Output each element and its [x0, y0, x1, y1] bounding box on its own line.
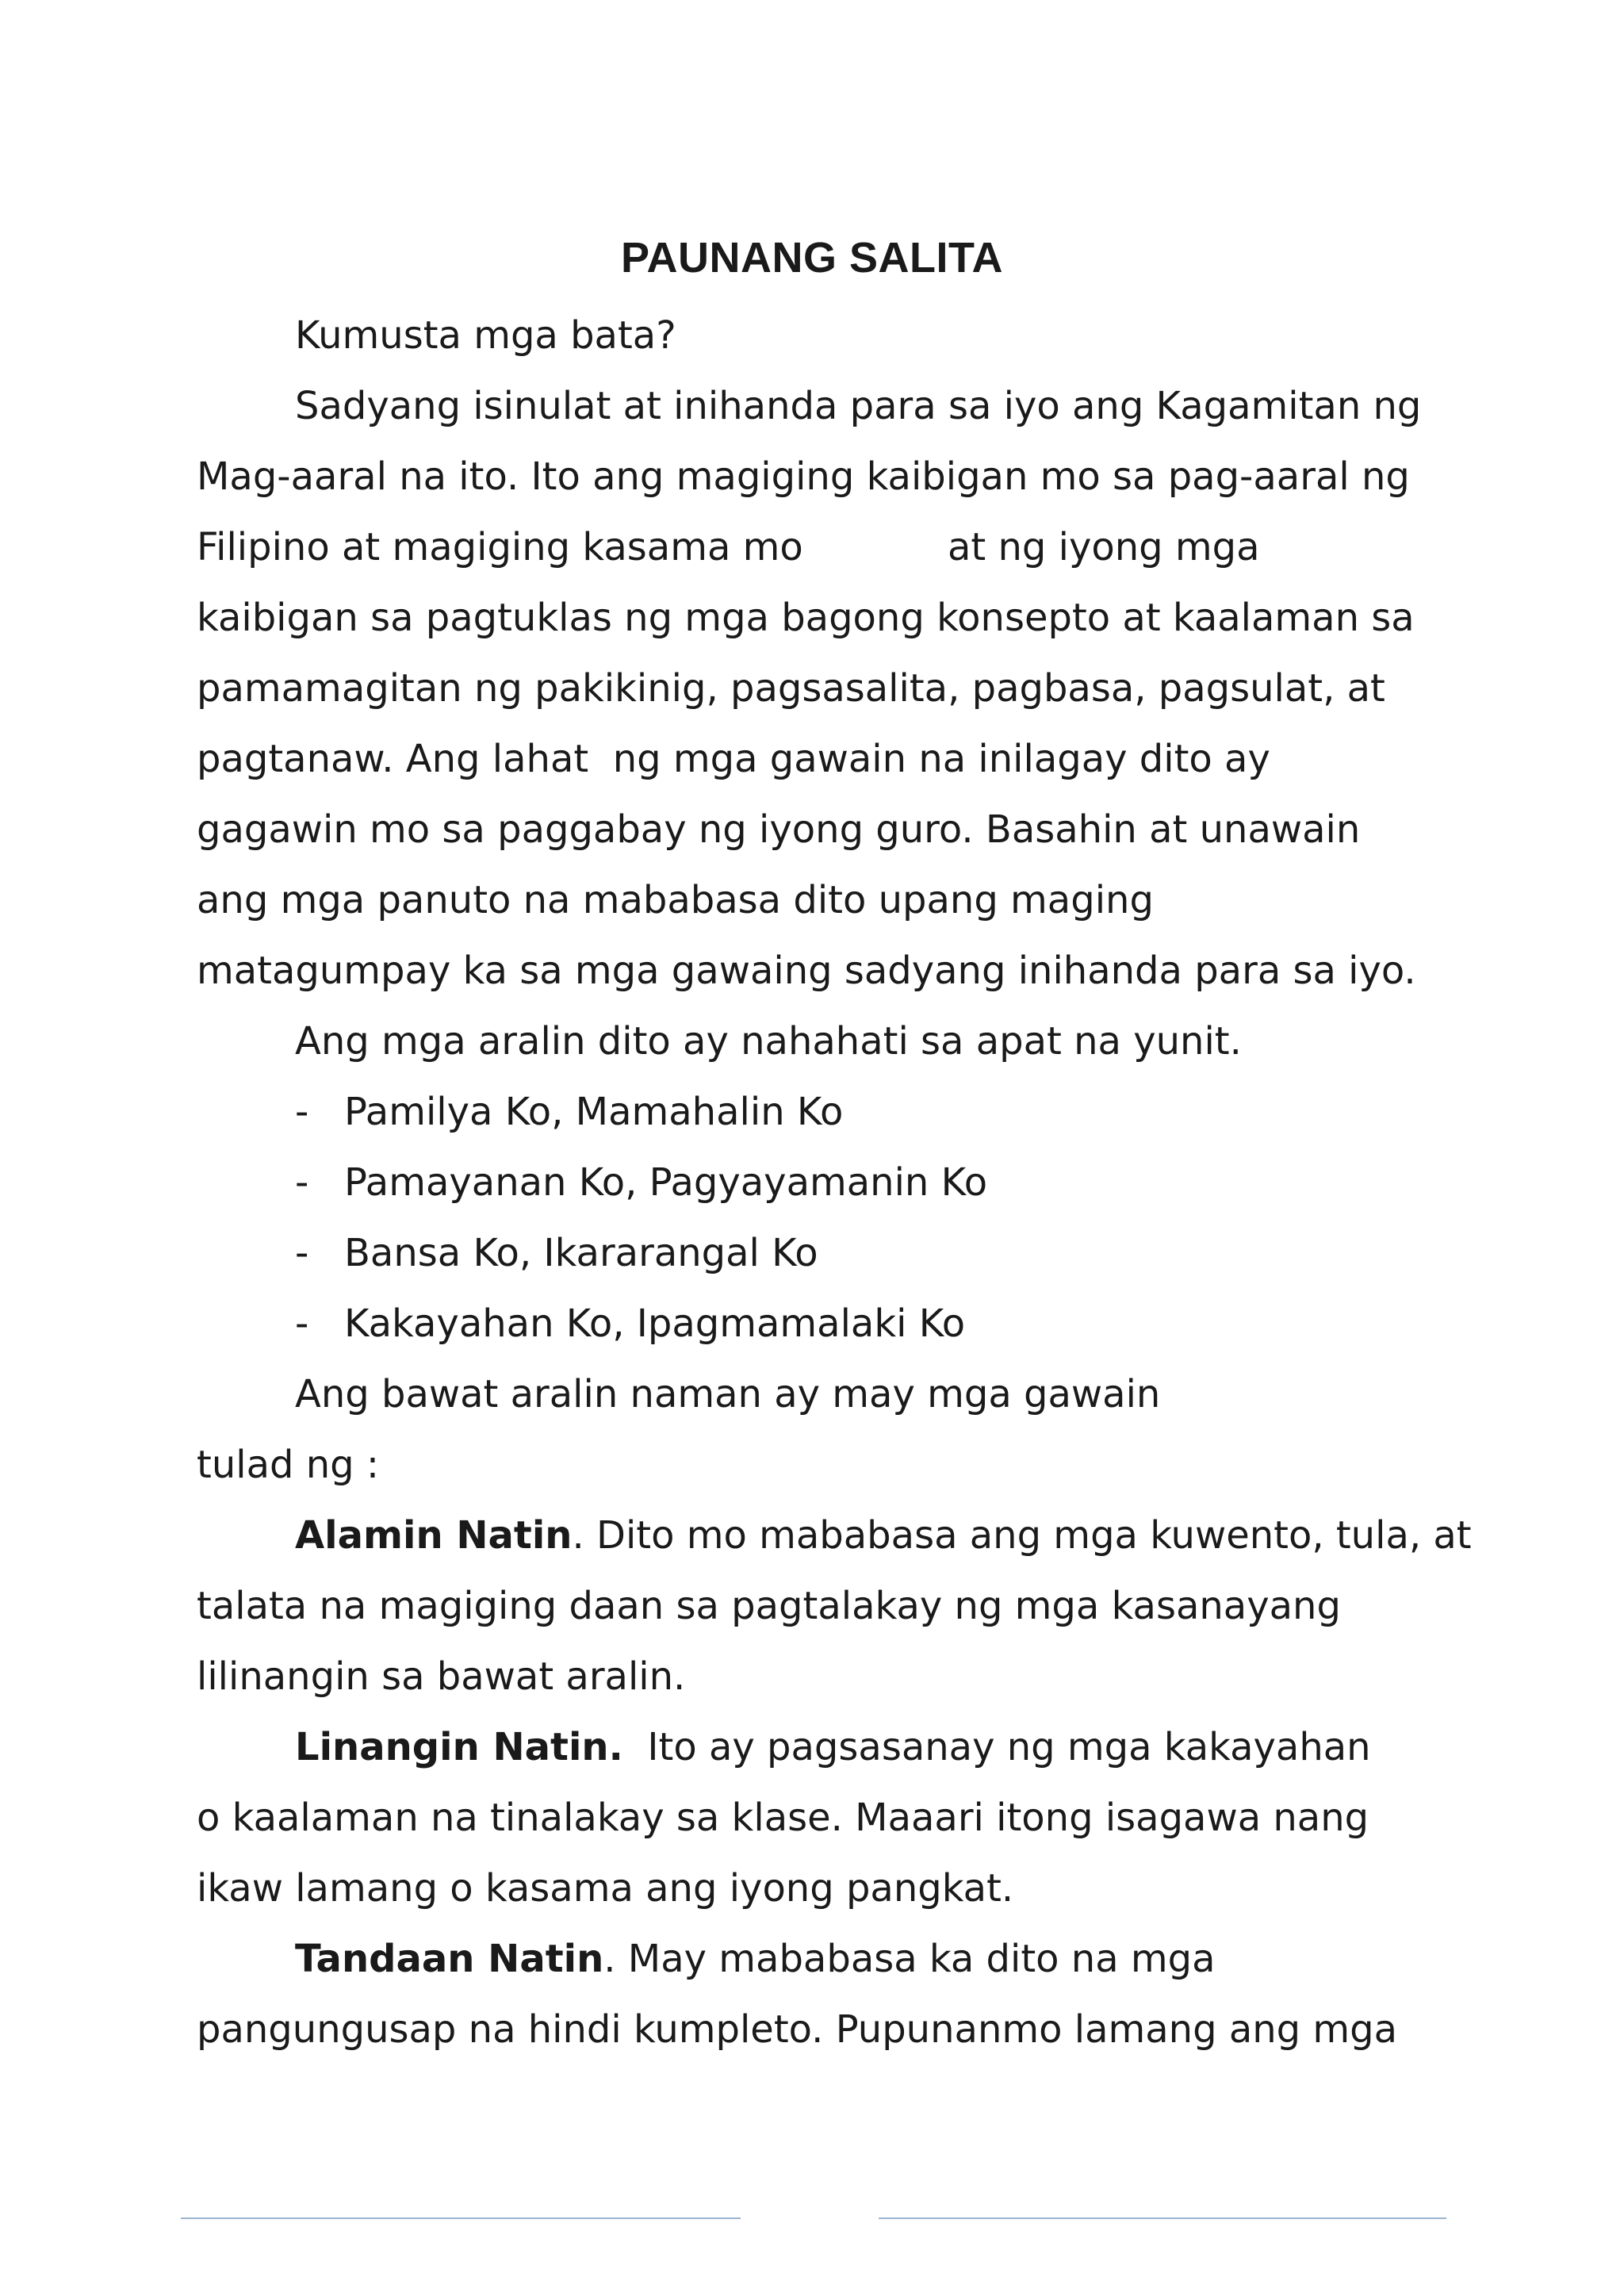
section-term: Tandaan Natin: [295, 1937, 604, 1981]
section-tandaan: [295, 1935, 1216, 1983]
section-text: . Dito mo mababasa ang mga kuwento, tula, at: [572, 1513, 1472, 1558]
body-line: ang mga panuto na mababasa dito upang maging: [197, 878, 1154, 922]
body-line: gagawin mo sa paggabay ng iyong guro. Basahin at unawain: [197, 807, 1361, 852]
section-linangin: [295, 1723, 1371, 1771]
body-line: Filipino at magiging kasama mo: [197, 525, 803, 569]
section-text: . May mababasa ka dito na mga: [603, 1937, 1216, 1981]
body-line: Mag-aaral na ito. Ito ang magiging kaibigan mo sa pag-aaral ng: [197, 454, 1410, 499]
unit-dash: -: [295, 1090, 309, 1134]
body-line: talata na magiging daan sa pagtalakay ng mga kasanayang: [197, 1584, 1341, 1628]
body-line: kaibigan sa pagtuklas ng mga bagong konsepto at kaalaman sa: [197, 596, 1415, 640]
body-line: lilinangin sa bawat aralin.: [197, 1654, 686, 1699]
unit-item: Bansa Ko, Ikararangal Ko: [344, 1231, 818, 1275]
body-line: o kaalaman na tinalakay sa klase. Maaari itong isagawa nang: [197, 1796, 1369, 1840]
footer-rule-right: [879, 2217, 1446, 2219]
section-text: Ito ay pagsasanay ng mga kakayahan: [622, 1725, 1371, 1769]
body-line: ikaw lamang o kasama ang iyong pangkat.: [197, 1866, 1014, 1911]
unit-item: Pamilya Ko, Mamahalin Ko: [344, 1090, 844, 1134]
footer-rule-left: [181, 2217, 741, 2219]
body-line: Sadyang isinulat at inihanda para sa iyo ang Kagamitan ng: [295, 384, 1422, 428]
page-title: PAUNANG SALITA: [621, 234, 1003, 282]
body-line: Ang bawat aralin naman ay may mga gawain: [295, 1372, 1161, 1416]
body-line: tulad ng :: [197, 1443, 380, 1487]
unit-dash: -: [295, 1231, 309, 1275]
section-term: Linangin Natin.: [295, 1725, 623, 1769]
unit-item: Kakayahan Ko, Ipagmamalaki Ko: [344, 1301, 966, 1346]
body-line: matagumpay ka sa mga gawaing sadyang inihanda para sa iyo.: [197, 949, 1416, 993]
body-line: at ng iyong mga: [948, 525, 1260, 569]
unit-dash: -: [295, 1160, 309, 1205]
section-alamin: [295, 1512, 1472, 1559]
body-line: pagtanaw. Ang lahat ng mga gawain na inilagay dito ay: [197, 737, 1270, 781]
greeting-line: Kumusta mga bata?: [295, 313, 676, 358]
body-line: Ang mga aralin dito ay nahahati sa apat na yunit.: [295, 1019, 1242, 1064]
unit-item: Pamayanan Ko, Pagyayamanin Ko: [344, 1160, 988, 1205]
unit-dash: -: [295, 1301, 309, 1346]
body-line: pamamagitan ng pakikinig, pagsasalita, pagbasa, pagsulat, at: [197, 666, 1385, 711]
section-term: Alamin Natin: [295, 1513, 573, 1558]
body-line: pangungusap na hindi kumpleto. Pupunanmo lamang ang mga: [197, 2007, 1398, 2052]
